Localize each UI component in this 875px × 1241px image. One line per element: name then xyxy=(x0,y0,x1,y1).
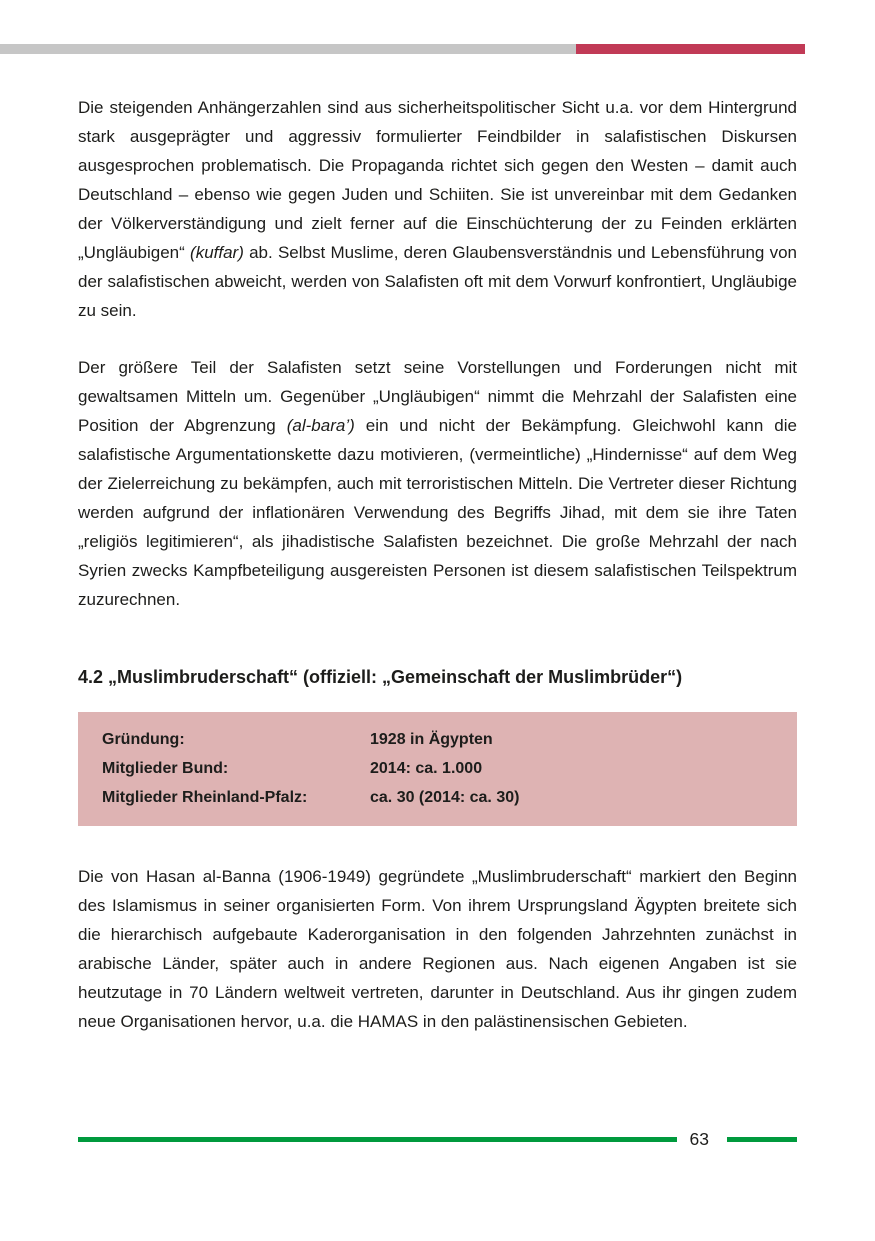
text-run: Die von Hasan al-Banna (1906-1949) gegründete „Muslimbruderschaft“ markiert den Beginn des Islamismus in seiner organisierten Form. Von ihrem Ursprungsland Ägypten breitete sich die hierarchisch aufgebaute Kaderorganisation in den folgenden Jahrzehnten zunächst in arabische Länder, später auch in andere Regionen aus. Nach eigenen Angaben ist sie heutzutage in 70 Ländern weltweit vertreten, darunter in Deutschland. Aus ihr gingen zudem neue Organisationen hervor, u.a. die HAMAS in den palästinensischen Gebieten. xyxy=(78,867,797,1031)
text-run: Die steigenden Anhängerzahlen sind aus sicherheitspolitischer Sicht u.a. vor dem Hintergrund stark ausgeprägter und aggressiv formulierter Feindbilder in salafistischen Diskursen ausgesprochen problematisch. Die Propaganda richtet sich gegen den Westen – damit auch Deutschland – ebenso wie gegen Juden und Schiiten. Sie ist unvereinbar mit dem Gedanken der Völkerverständigung und zielt ferner auf die Einschüchterung der zu Feinden erklärten „Ungläubigen“ xyxy=(78,98,797,262)
page-number: 63 xyxy=(689,1129,709,1149)
page-footer xyxy=(78,1128,797,1150)
fact-value: 1928 in Ägypten xyxy=(370,731,493,748)
fact-box xyxy=(78,712,797,826)
fact-label: Gründung: xyxy=(102,731,185,748)
fact-label: Mitglieder Bund: xyxy=(102,760,229,777)
fact-row-gruendung xyxy=(102,725,773,754)
footer-rule-left xyxy=(78,1137,677,1142)
fact-row-mitglieder-rlp xyxy=(102,783,773,812)
text-run: ab. Selbst Muslime, deren Glaubensverständnis und Lebensführung von der salafistischen abweicht, werden von Salafisten oft mit dem Vorwurf konfrontiert, Ungläubige zu sein. xyxy=(78,243,797,320)
body-paragraph-2 xyxy=(78,353,797,614)
text-run: ein und nicht der Bekämpfung. Gleichwohl kann die salafistische Argumentationskette dazu motivieren, (vermeintliche) „Hindernisse“ auf dem Weg der Zielerreichung zu bekämpfen, auch mit terroristischen Mitteln. Die Vertreter dieser Richtung werden aufgrund der inflationären Verwendung des Begriffs Jihad, mit dem sie ihre Taten „religiös legitimieren“, als jihadistische Salafisten bezeichnet. Die große Mehrzahl der nach Syrien zwecks Kampfbeteiligung ausgereisten Personen ist diesem salafistischen Teilspektrum zuzurechnen. xyxy=(78,416,797,609)
fact-row-mitglieder-bund xyxy=(102,754,773,783)
italic-term-al-bara: (al-bara’) xyxy=(286,416,355,435)
page-content xyxy=(78,93,797,1036)
section-heading: 4.2 „Muslimbruderschaft“ (offiziell: „Gemeinschaft der Muslimbrüder“) xyxy=(78,667,683,687)
fact-value: 2014: ca. 1.000 xyxy=(370,760,483,777)
header-rule xyxy=(0,44,805,54)
footer-rule-right xyxy=(727,1137,797,1142)
body-paragraph-3 xyxy=(78,862,797,1036)
fact-label: Mitglieder Rheinland-Pfalz: xyxy=(102,789,308,806)
header-rule-gray-segment xyxy=(0,44,576,54)
fact-value: ca. 30 (2014: ca. 30) xyxy=(370,789,520,806)
body-paragraph-1 xyxy=(78,93,797,325)
italic-term-kuffar: (kuffar) xyxy=(190,243,244,262)
text-run: Der größere Teil der Salafisten setzt seine Vorstellungen und Forderungen nicht mit gewaltsamen Mitteln um. Gegenüber „Ungläubigen“ nimmt die Mehrzahl der Salafisten eine Position der Abgrenzung xyxy=(78,358,797,435)
header-rule-red-segment xyxy=(576,44,805,54)
